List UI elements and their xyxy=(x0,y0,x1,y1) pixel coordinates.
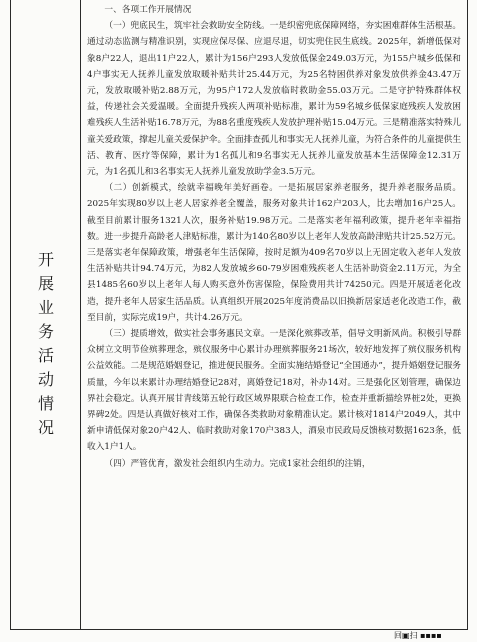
content-column xyxy=(87,2,461,472)
paragraph-social-affairs: （三）提质增效，做实社会事务惠民文章。一是深化殡葬改革，倡导文明新风尚。积极引导群众树立文明节俭殡葬理念，殡仪服务中心累计办理殡葬服务21场次，较好地发挥了殡仪服务机构公益效能。二是规范婚姻登记，推进便民服务。全面实施结婚登记“全国通办”，提升婚姻登记服务质量，今年以来累计办理结婚登记28对，离婚登记18对，补办14对。三是强化区划管理，确保边界社会稳定。认真开展甘青线第五轮行政区域界限联合检查工作，检查并重新描绘界桩2处，更换界碑2处。四是认真做好核对工作，确保各类救助对象精准认定。累计核对1814户2049人，其中新申请低保对象20户42人、临时救助对象170户383人，酒泉市民政局反馈核对数据1623条，低收入1户1人。 xyxy=(87,329,461,453)
document-sheet xyxy=(10,0,468,630)
section-heading: 一、各项工作开展情况 xyxy=(104,5,192,15)
section-label: 开展业务活动情况 xyxy=(37,250,54,437)
paragraph-social-organizations: （四）严管优育，激发社会组织内生动力。完成1家社会组织的注销， xyxy=(104,458,371,469)
label-column xyxy=(11,0,81,629)
paragraph-elderly-care: （二）创新模式，绘就幸福晚年美好画卷。一是拓展居家养老服务，提升养老服务品质。2025年实现80岁以上老人居家养老全覆盖，服务对象共计162户203人，比去增加16户25人。截至目前累计服务1321人次，服务补贴19.98万元。二是落实老年福利政策，提升老年幸福指数。进一步提升高龄老人津贴标准，累计为140名80岁以上老年人发放高龄津贴共计25.52万元。三是落实老年保障政策，增强老年生活保障，按时足额为409名70岁以上无固定收入老年人发放生活补贴共计94.74万元，为82人发放城乡60-79岁困难残疾老人生活补助资金2.11万元，为全县1485名60岁以上老年人每人购买意外伤害保险，保险费用共计74250元。四是开展适老化改造，提升老年人居家生活品质。认真组织开展2025年度消费品以旧换新居家适老化改造工作，截至目前，实际完成19户，共计4.26万元。 xyxy=(87,183,461,323)
corner-mark: 回▣扫 ▪▪▪▪ xyxy=(394,631,442,640)
paragraph-social-assistance: （一）兜底民生，筑牢社会救助安全防线。一是织密兜底保障网络，夯实困难群体生活根基。通过动态监测与精准识别，实现应保尽保、应退尽退，切实兜住民生底线。2025年，新增低保对象8户22人，退出11户22人，累计为156户293人发放低保金249.03万元，为155户城乡低保和4户事实无人抚养儿童发放取暖补贴共计25.44万元，为25名特困供养对象发放供养金43.47万元，发放取暖补贴2.88万元，为95户172人发放临时救助金55.03万元。二是守护特殊群体权益，传递社会关爱温暖。全面提升残疾人两项补贴标准，累计为59名城乡低保家庭残疾人发放困难残疾人生活补贴16.78万元，为88名重度残疾人发放护理补贴15.04万元。三是精准落实特殊儿童关爱政策，撑起儿童关爱保护伞。全面排查孤儿和事实无人抚养儿童，为符合条件的儿童提供生活、教育、医疗等保障，累计为1名孤儿和9名事实无人抚养儿童发放基本生活保障金12.31万元，为1名孤儿和3名事实无人抚养儿童发放助学金3.5万元。 xyxy=(87,21,461,178)
